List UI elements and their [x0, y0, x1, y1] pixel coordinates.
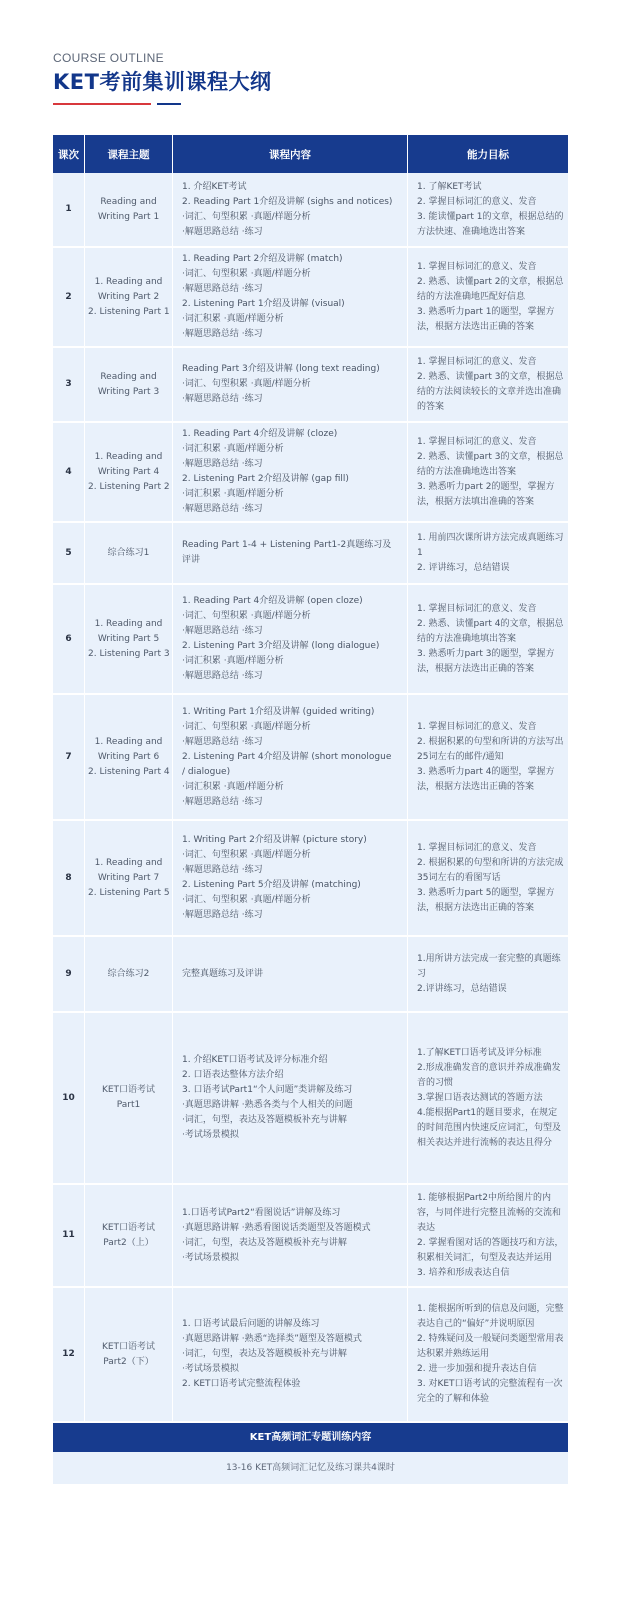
lesson-goal-line: 1.用所讲方法完成一套完整的真题练习 — [417, 953, 561, 979]
lesson-content — [173, 1288, 408, 1423]
lesson-topic-line: Part2（下） — [103, 1356, 154, 1367]
lesson-goal — [408, 1185, 568, 1288]
lesson-goal-line: 1. 掌握目标词汇的意义、发音 — [417, 842, 537, 853]
lesson-content-line: ·考试场景模拟 — [182, 1130, 239, 1140]
lesson-content-line: 2. Listening Part 2介绍及讲解 (gap fill) — [182, 474, 349, 484]
lesson-content-line: 评讲 — [182, 555, 201, 565]
lesson-goal-line: 1. 能根据所听到的信息及问题，完整表达自己的“偏好”并说明原因 — [417, 1304, 564, 1329]
lesson-topic-line: 综合练习1 — [107, 547, 150, 558]
lesson-topic — [85, 173, 173, 248]
lesson-content-line: 1. Reading Part 4介绍及讲解 (cloze) — [182, 429, 338, 439]
lesson-goal — [408, 348, 568, 423]
lesson-goal-line: 1. 能够根据Part2中所给图片的内容，与同伴进行完整且流畅的交流和表达 — [417, 1192, 562, 1233]
lesson-goal — [408, 585, 568, 695]
lesson-goal-line: 2. 熟悉、读懂part 4的文章，根据总结的方法准确地填出答案 — [417, 618, 564, 644]
lesson-number: 9 — [53, 937, 85, 1013]
lesson-content — [173, 248, 408, 348]
lesson-content-line: ·解题思路总结 ·练习 — [182, 671, 263, 681]
lesson-number: 2 — [53, 248, 85, 348]
lesson-topic-line: 2. Listening Part 4 — [88, 766, 170, 777]
table-row — [53, 173, 568, 248]
lesson-goal-line: 2. 根据积累的句型和所讲的方法完成35词左右的看图写话 — [417, 857, 564, 883]
lesson-content-line: ·词汇，句型，表达及答题模板补充与讲解 — [182, 1237, 347, 1248]
lesson-goal-line: 3. 熟悉听力part 3的题型，掌握方法，根据方法选出正确的答案 — [417, 648, 555, 674]
lesson-topic-line: Part2（上） — [103, 1237, 154, 1248]
lesson-content-line: 2. Listening Part 4介绍及讲解 (short monologue — [182, 751, 392, 762]
lesson-content-line: 2. 口语表达整体方法介绍 — [182, 1070, 284, 1080]
lesson-goal-line: 1. 掌握目标词汇的意义、发音 — [417, 603, 537, 614]
lesson-goal-line: 2. 根据积累的句型和所讲的方法写出25词左右的邮件/通知 — [417, 736, 564, 762]
column-header-lesson: 课次 — [53, 135, 85, 173]
lesson-goal-line: 3. 熟悉听力part 1的题型，掌握方法，根据方法选出正确的答案 — [417, 306, 555, 332]
lesson-content-line: ·词汇，句型，表达及答题模板补充与讲解 — [182, 1349, 347, 1359]
lesson-goal-line: 2.形成准确发音的意识并养成准确发音的习惯 — [417, 1062, 561, 1088]
lesson-content — [173, 585, 408, 695]
lesson-topic-line: Writing Part 2 — [97, 291, 160, 302]
lesson-topic-line: KET口语考试 — [101, 1085, 156, 1095]
lesson-goal — [408, 937, 568, 1013]
lesson-topic — [85, 523, 173, 585]
lesson-content-line: ·词汇、句型积累 ·真题/样题分析 — [182, 611, 311, 621]
lesson-topic — [85, 1185, 173, 1288]
lesson-content-line: ·词汇、句型积累 ·真题/样题分析 — [182, 269, 311, 279]
lesson-goal — [408, 173, 568, 248]
lesson-content-line: ·真题思路讲解 ·熟悉“选择类”题型及答题模式 — [182, 1334, 362, 1344]
lesson-content — [173, 937, 408, 1013]
lesson-content-line: 1. Writing Part 1介绍及讲解 (guided writing) — [182, 706, 375, 717]
page-title: KET考前集训课程大纲 — [53, 70, 272, 94]
lesson-topic-line: Writing Part 3 — [97, 386, 160, 397]
lesson-goal-line: 2. 熟悉、读懂part 2的文章，根据总结的方法准确地匹配好信息 — [417, 276, 564, 302]
lesson-number: 12 — [53, 1288, 85, 1423]
lesson-content-line: ·词汇积累 ·真题/样题分析 — [182, 656, 284, 666]
lesson-topic-line: KET口语考试 — [101, 1341, 156, 1352]
lesson-topic-line: Writing Part 4 — [97, 466, 160, 477]
lesson-content-line: ·真题思路讲解 ·熟悉各类与个人相关的问题 — [182, 1100, 353, 1110]
lesson-number: 1 — [53, 173, 85, 248]
table-row — [53, 248, 568, 348]
lesson-content-line: 1. Reading Part 2介绍及讲解 (match) — [182, 254, 343, 264]
table-row — [53, 348, 568, 423]
lesson-goal-line: 3. 能读懂part 1的文章，根据总结的方法快速、准确地选出答案 — [417, 211, 564, 237]
lesson-goal-line: 4.能根据Part1的题目要求，在规定的时间范围内快速反应词汇，句型及相关表达并进行流畅的表达且得分 — [417, 1107, 562, 1148]
table-row — [53, 585, 568, 695]
lesson-goal — [408, 248, 568, 348]
lesson-topic — [85, 937, 173, 1013]
lesson-content-line: ·词汇积累 ·真题/样题分析 — [182, 314, 284, 324]
lesson-content-line: 1.口语考试Part2“看图说话”讲解及练习 — [182, 1207, 341, 1218]
lesson-topic-line: 2. Listening Part 2 — [88, 481, 170, 492]
lesson-goal-line: 2. 掌握看图对话的答题技巧和方法，积累相关词汇，句型及表达并运用 — [417, 1237, 564, 1263]
lesson-content-line: 2. Listening Part 5介绍及讲解 (matching) — [182, 880, 361, 890]
table-row — [53, 937, 568, 1013]
table-row — [53, 821, 568, 937]
column-header-topic: 课程主题 — [85, 135, 173, 173]
table-header-row — [53, 135, 568, 173]
lesson-number: 6 — [53, 585, 85, 695]
lesson-topic-line: 1. Reading and — [94, 276, 163, 287]
lesson-topic-line: 2. Listening Part 5 — [88, 887, 170, 898]
lesson-content-line: 3. 口语考试Part1“个人问题”类讲解及练习 — [182, 1085, 353, 1095]
lesson-content — [173, 1185, 408, 1288]
lesson-content-line: 2. KET口语考试完整流程体验 — [182, 1379, 301, 1389]
lesson-content — [173, 1013, 408, 1185]
lesson-goal-line: 1. 了解KET考试 — [417, 181, 482, 192]
lesson-goal-line: 1. 掌握目标词汇的意义、发音 — [417, 436, 537, 447]
lesson-topic-line: Writing Part 7 — [97, 872, 160, 883]
lesson-content-line: 1. 介绍KET考试 — [182, 181, 247, 192]
lesson-content-line: ·解题思路总结 ·练习 — [182, 394, 263, 404]
lesson-goal-line: 3. 培养和形成表达自信 — [417, 1267, 510, 1278]
vocabulary-section-row — [53, 1452, 568, 1486]
lesson-topic-line: Reading and — [100, 371, 157, 382]
lesson-content-line: Reading Part 3介绍及讲解 (long text reading) — [182, 364, 380, 374]
lesson-goal-line: 2. 特殊疑问及一般疑问类题型常用表达积累并熟练运用 — [417, 1334, 564, 1359]
lesson-content-line: Reading Part 1-4 + Listening Part1-2真题练习及 — [182, 540, 392, 550]
lesson-number: 7 — [53, 695, 85, 821]
lesson-topic-line: Reading and — [100, 196, 157, 207]
lesson-content-line: ·词汇、句型积累 ·真题/样题分析 — [182, 850, 311, 860]
lesson-number: 3 — [53, 348, 85, 423]
lesson-topic — [85, 348, 173, 423]
lesson-content — [173, 173, 408, 248]
lesson-content-line: ·词汇、句型积累 ·真题/样题分析 — [182, 379, 311, 389]
lesson-goal — [408, 1013, 568, 1185]
lesson-content-line: 2. Listening Part 1介绍及讲解 (visual) — [182, 299, 345, 309]
lesson-number: 5 — [53, 523, 85, 585]
lesson-number: 8 — [53, 821, 85, 937]
lesson-content-line: 1. 介绍KET口语考试及评分标准介绍 — [182, 1055, 328, 1065]
lesson-content-line: ·词汇，句型，表达及答题模板补充与讲解 — [182, 1115, 347, 1125]
lesson-content-line: ·解题思路总结 ·练习 — [182, 329, 263, 339]
table-row — [53, 1288, 568, 1423]
lesson-content-line: 完整真题练习及评讲 — [182, 968, 264, 979]
lesson-content-line: ·解题思路总结 ·练习 — [182, 284, 263, 294]
column-header-content: 课程内容 — [173, 135, 408, 173]
vocabulary-section-title: KET高频词汇专题训练内容 — [53, 1423, 568, 1452]
course-outline-table — [53, 135, 568, 1486]
lesson-goal — [408, 523, 568, 585]
lesson-content-line: ·词汇积累 ·真题/样题分析 — [182, 489, 284, 499]
title-underline-blue — [157, 103, 181, 105]
lesson-goal-line: 1.了解KET口语考试及评分标准 — [417, 1047, 542, 1058]
lesson-goal-line: 3.掌握口语表达测试的答题方法 — [417, 1092, 543, 1103]
lesson-content-line: ·解题思路总结 ·练习 — [182, 796, 263, 807]
lesson-goal-line: 2. 熟悉、读懂part 3的文章，根据总结的方法阅读较长的文章并选出准确的答案 — [417, 371, 564, 412]
lesson-topic-line: 1. Reading and — [94, 451, 163, 462]
lesson-content-line: 1. 口语考试最后问题的讲解及练习 — [182, 1319, 320, 1329]
lesson-content — [173, 423, 408, 523]
lesson-content-line: ·词汇、句型积累 ·真题/样题分析 — [182, 895, 311, 905]
lesson-content-line: ·考试场景模拟 — [182, 1364, 239, 1374]
lesson-topic-line: 2. Listening Part 1 — [88, 306, 170, 317]
lesson-topic — [85, 1288, 173, 1423]
page-header — [53, 50, 583, 106]
lesson-goal-line: 2. 评讲练习，总结错误 — [417, 562, 510, 573]
lesson-topic-line: 2. Listening Part 3 — [88, 648, 170, 659]
table-row — [53, 695, 568, 821]
lesson-topic-line: 1. Reading and — [94, 618, 163, 629]
lesson-number: 4 — [53, 423, 85, 523]
lesson-topic-line: 1. Reading and — [94, 857, 163, 868]
lesson-content-line: 1. Writing Part 2介绍及讲解 (picture story) — [182, 835, 367, 845]
lesson-goal-line: 2.评讲练习，总结错误 — [417, 983, 507, 994]
lesson-goal — [408, 821, 568, 937]
lesson-content — [173, 821, 408, 937]
vocabulary-section-header — [53, 1423, 568, 1452]
lesson-content-line: 2. Listening Part 3介绍及讲解 (long dialogue) — [182, 641, 380, 651]
lesson-topic — [85, 821, 173, 937]
lesson-goal-line: 3. 熟悉听力part 2的题型，掌握方法，根据方法填出准确的答案 — [417, 481, 555, 507]
course-outline-eyebrow: COURSE OUTLINE — [53, 51, 164, 65]
lesson-content-line: ·真题思路讲解 ·熟悉看图说话类题型及答题模式 — [182, 1222, 371, 1233]
lesson-number: 10 — [53, 1013, 85, 1185]
lesson-content — [173, 695, 408, 821]
lesson-content-line: / dialogue) — [182, 766, 231, 777]
table-row — [53, 1185, 568, 1288]
column-header-goal: 能力目标 — [408, 135, 568, 173]
lesson-content-line: ·解题思路总结 ·练习 — [182, 626, 263, 636]
lesson-topic-line: Writing Part 5 — [97, 633, 160, 644]
lesson-content — [173, 348, 408, 423]
lesson-content-line: ·解题思路总结 ·练习 — [182, 865, 263, 875]
lesson-content-line: ·词汇、句型积累 ·真题/样题分析 — [182, 211, 311, 222]
vocabulary-section-text: 13-16 KET高频词汇记忆及练习课共4课时 — [53, 1452, 568, 1486]
table-row — [53, 523, 568, 585]
lesson-goal — [408, 1288, 568, 1423]
lesson-content-line: 2. Reading Part 1介绍及讲解 (sighs and notices) — [182, 196, 393, 207]
lesson-number: 11 — [53, 1185, 85, 1288]
lesson-content-line: ·词汇、句型积累 ·真题/样题分析 — [182, 721, 311, 732]
lesson-topic-line: KET口语考试 — [101, 1222, 156, 1233]
lesson-content — [173, 523, 408, 585]
title-underline — [53, 103, 583, 106]
lesson-content-line: 1. Reading Part 4介绍及讲解 (open cloze) — [182, 596, 363, 606]
lesson-goal — [408, 423, 568, 523]
lesson-goal-line: 1. 用前四次课所讲方法完成真题练习1 — [417, 532, 564, 558]
lesson-goal-line: 1. 掌握目标词汇的意义、发音 — [417, 356, 537, 367]
lesson-topic-line: Writing Part 1 — [97, 211, 160, 222]
lesson-topic — [85, 695, 173, 821]
lesson-goal-line: 3. 熟悉听力part 5的题型，掌握方法，根据方法选出正确的答案 — [417, 887, 555, 913]
lesson-content-line: ·解题思路总结 ·练习 — [182, 736, 263, 747]
lesson-goal-line: 2. 掌握目标词汇的意义、发音 — [417, 196, 537, 207]
lesson-topic — [85, 248, 173, 348]
lesson-goal-line: 3. 熟悉听力part 4的题型，掌握方法，根据方法选出正确的答案 — [417, 766, 555, 792]
lesson-topic — [85, 423, 173, 523]
lesson-content-line: ·解题思路总结 ·练习 — [182, 910, 263, 920]
lesson-topic-line: 综合练习2 — [107, 968, 150, 979]
lesson-topic-line: 1. Reading and — [94, 736, 163, 747]
lesson-goal-line: 1. 掌握目标词汇的意义、发音 — [417, 261, 537, 272]
lesson-topic — [85, 1013, 173, 1185]
lesson-goal-line: 2. 进一步加强和提升表达自信 — [417, 1364, 537, 1374]
lesson-topic-line: Part1 — [116, 1100, 141, 1110]
lesson-goal-line: 3. 对KET口语考试的完整流程有一次完全的了解和体验 — [417, 1379, 563, 1404]
lesson-content-line: ·词汇积累 ·真题/样题分析 — [182, 781, 284, 792]
table-row — [53, 423, 568, 523]
lesson-goal-line: 2. 熟悉、读懂part 3的文章，根据总结的方法准确地选出答案 — [417, 451, 564, 477]
lesson-topic-line: Writing Part 6 — [97, 751, 160, 762]
lesson-topic — [85, 585, 173, 695]
lesson-content-line: ·考试场景模拟 — [182, 1252, 239, 1263]
lesson-content-line: ·解题思路总结 ·练习 — [182, 459, 263, 469]
title-underline-red — [53, 103, 151, 105]
lesson-content-line: ·词汇积累 ·真题/样题分析 — [182, 444, 284, 454]
table-row — [53, 1013, 568, 1185]
lesson-goal — [408, 695, 568, 821]
lesson-content-line: ·解题思路总结 ·练习 — [182, 226, 263, 237]
lesson-content-line: ·解题思路总结 ·练习 — [182, 504, 263, 514]
lesson-goal-line: 1. 掌握目标词汇的意义、发音 — [417, 721, 537, 732]
